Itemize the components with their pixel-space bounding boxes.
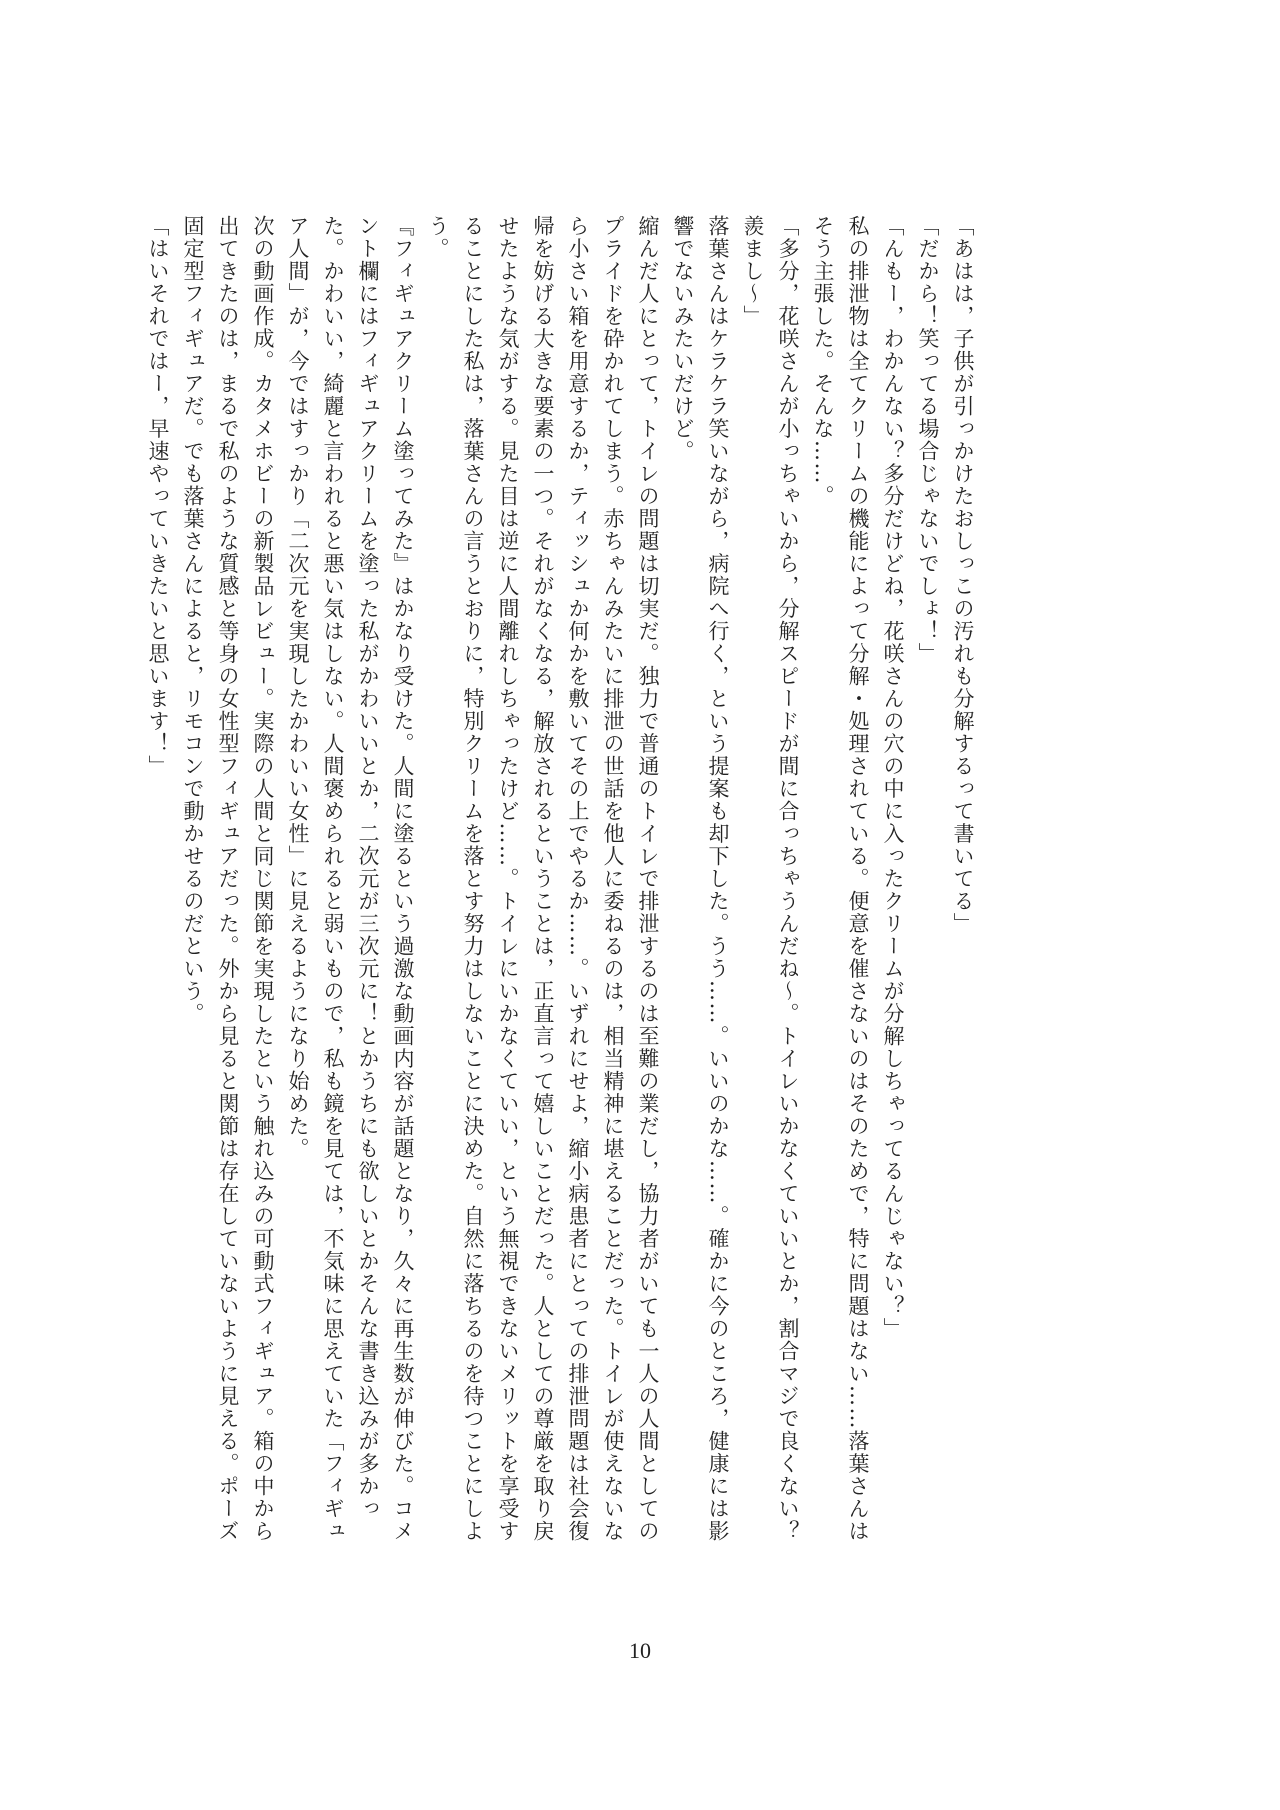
paragraph: 「だから！笑ってる場合じゃないでしょ！」 <box>916 215 940 665</box>
paragraph: 落葉さんはケラケラ笑いながら，病院へ行く，という提案も却下した。うう……。いいのかな……。確かに今のところ，健康には影響でないみたいだけど。 <box>671 215 730 1543</box>
paragraph: 『フィギュアクリーム塗ってみた』はかなり受けた。人間に塗るという過激な動画内容が話題となり，久々に再生数が伸びた。コメント欄にはフィギュアクリームを塗った私がかわいいとか，二次元が三次元に！とかうちにも欲しいとかそんな書き込みが多かった。かわいい，綺麗と言われると悪い気はしない。人間褒められると弱いもので，私も鏡を見ては，不気味に思えていた「フィギュア人間」が，今ではすっかり「二次元を実現したかわいい女性」に見えるようになり始めた。 <box>286 215 415 1543</box>
paragraph: 次の動画作成。カタメホビーの新製品レビュー。実際の人間と同じ関節を実現したという触れ込みの可動式フィギュア。箱の中から出てきたのは，まるで私のような質感と等身の女性型フィギュアだった。外から見ると関節は存在していないように見える。ポーズ固定型フィギュアだ。でも落葉さんによると，リモコンで動かせるのだという。 <box>181 215 275 1543</box>
paragraph: 縮んだ人にとって，トイレの問題は切実だ。独力で普通のトイレで排泄するのは至難の業だし，協力者がいても一人の人間としてのプライドを砕かれてしまう。赤ちゃんみたいに排泄の世話を他人に委ねるのは，相当精神に堪えることだった。トイレが使えないなら小さい箱を用意するか，ティッシュか何かを敷いてその上でやるか……。いずれにせよ，縮小病患者にとっての排泄問題は社会復帰を妨げる大きな要素の一つ。それがなくなる，解放されるということは，正直言って嬉しいことだった。人としての尊厳を取り戻せたような気がする。見た目は逆に人間離れしちゃったけど……。トイレにいかなくていい，という無視できないメリットを享受することにした私は，落葉さんの言うとおりに，特別クリームを落とす努力はしないことに決めた。自然に落ちるのを待つことにしよう。 <box>426 215 660 1543</box>
page-number: 10 <box>629 1638 651 1663</box>
paragraph: 「あはは，子供が引っかけたおしっこの汚れも分解するって書いてる」 <box>951 215 975 935</box>
paragraph: 「多分，花咲さんが小っちゃいから，分解スピードが間に合っちゃうんだね～。トイレいかなくていいとか，割合マジで良くない？羨まし～」 <box>741 215 800 1543</box>
vertical-text-body <box>146 215 980 1545</box>
paragraph: 私の排泄物は全てクリームの機能によって分解・処理されている。便意を催さないのはそのためで，特に問題はない……落葉さんはそう主張した。そんな……。 <box>811 215 870 1543</box>
paragraph: 「はいそれではー，早速やっていきたいと思います！」 <box>146 215 170 778</box>
paragraph: 「んもー，わかんない？多分だけどね，花咲さんの穴の中に入ったクリームが分解しちゃってるんじゃない？」 <box>881 215 905 1340</box>
